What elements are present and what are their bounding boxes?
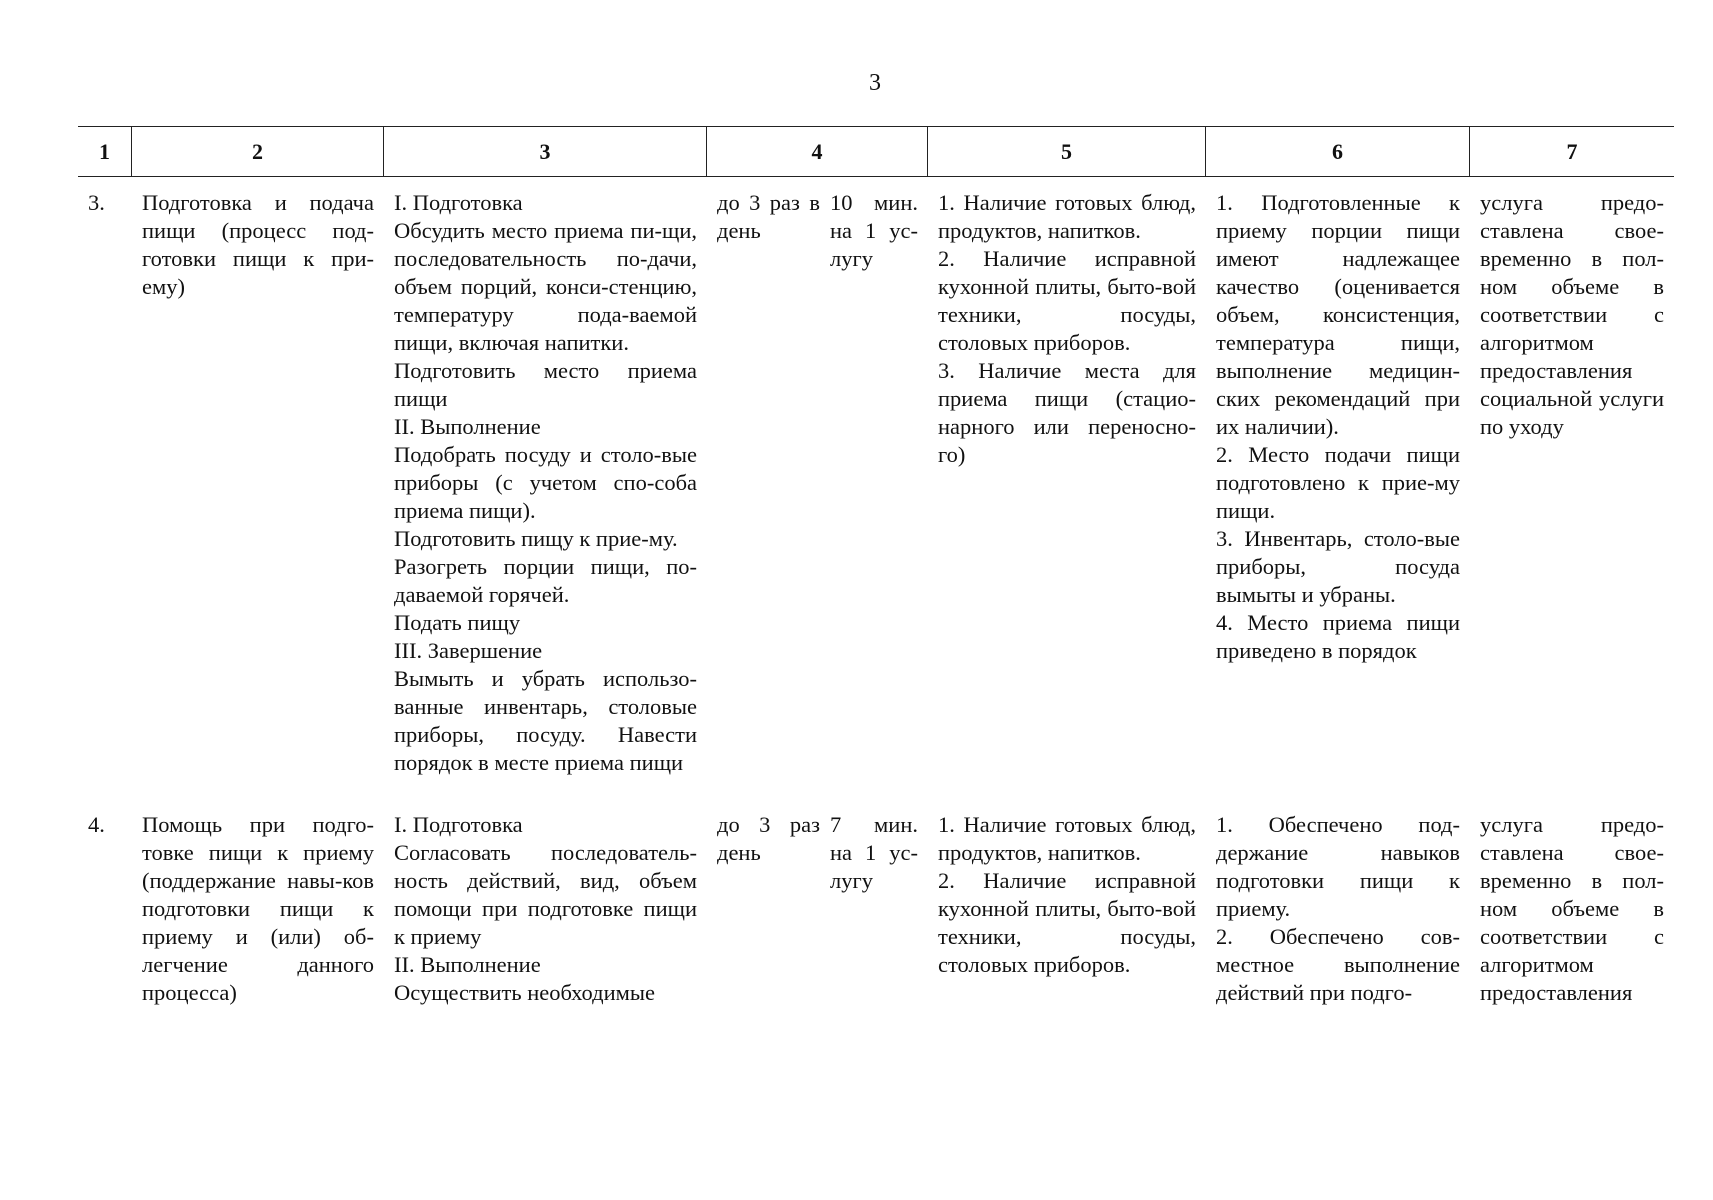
- service-norms: [707, 189, 928, 777]
- service-name: Помощь при подго-товке пищи к приему (поддержание навы-ков подготовки пищи к приему и (или) об-легчение данного процесса): [142, 812, 374, 1005]
- service-time: 10 мин. на 1 ус-лугу: [830, 190, 918, 271]
- table-header-row: [78, 126, 1674, 177]
- service-results: 1. Подготовленные к приему порции пищи имеют надлежащее качество (оценивается объем, консистенция, температура пищи, выполнение медицин-ских рекомендаций при их наличии). 2. Место подачи пищи подготовлено к прие-му пищи. 3. Инвентарь, столо-вые приборы, посуда вымыты и убраны. 4. Место приема пищи приведено в порядок: [1216, 190, 1460, 663]
- column-header-2: 2: [132, 127, 384, 176]
- table-row: [78, 811, 1674, 1007]
- service-content: I. Подготовка Обсудить место приема пи-щи, последовательность по-дачи, объем порций, конси-стенцию, температуру пода-ваемой пищи, включая напитки. Подготовить место приема пищи II. Выполнение Подобрать посуду и столо-вые приборы (с учетом спо-соба приема пищи). Подготовить пищу к прие-му. Разогреть порции пищи, по-даваемой горячей. Подать пищу III. Завершение Вымыть и убрать использо-ванные инвентарь, столовые приборы, посуду. Навести порядок в месте приема пищи: [394, 190, 697, 775]
- column-header-6: 6: [1206, 127, 1470, 176]
- column-header-5: 5: [928, 127, 1206, 176]
- column-header-1: 1: [78, 127, 132, 176]
- service-content: I. Подготовка Согласовать последователь-ность действий, вид, объем помощи при подготовке пищи к приему II. Выполнение Осуществить необходимые: [394, 812, 697, 1005]
- page-number: 3: [869, 70, 881, 96]
- service-evaluation: услуга предо-ставлена свое-временно в пол-ном объеме в соответствии с алгоритмом предоставления социальной услуги по уходу: [1480, 190, 1664, 439]
- column-header-3: 3: [384, 127, 707, 176]
- row-number: 3.: [88, 190, 105, 215]
- services-table: [78, 126, 1674, 1007]
- table-row: [78, 189, 1674, 777]
- service-norms: [707, 811, 928, 1007]
- service-frequency: до 3 раз день: [717, 812, 820, 865]
- service-time: 7 мин. на 1 ус-лугу: [830, 812, 918, 893]
- service-conditions: 1. Наличие готовых блюд, продуктов, напитков. 2. Наличие исправной кухонной плиты, быто-вой техники, посуды, столовых приборов. 3. Наличие места для приема пищи (стацио-нарного или переносно-го): [938, 190, 1196, 467]
- service-evaluation: услуга предо-ставлена свое-временно в пол-ном объеме в соответствии с алгоритмом предоставления: [1480, 812, 1664, 1005]
- service-frequency: до 3 раз в день: [717, 190, 820, 243]
- service-conditions: 1. Наличие готовых блюд, продуктов, напитков. 2. Наличие исправной кухонной плиты, быто-вой техники, посуды, столовых приборов.: [938, 812, 1196, 977]
- column-header-7: 7: [1566, 138, 1578, 164]
- service-results: 1. Обеспечено под-держание навыков подготовки пищи к приему. 2. Обеспечено сов-местное выполнение действий при подго-: [1216, 812, 1460, 1005]
- row-number: 4.: [88, 812, 105, 837]
- column-header-4: 4: [707, 127, 928, 176]
- service-name: Подготовка и подача пищи (процесс под-готовки пищи к при-ему): [142, 190, 374, 299]
